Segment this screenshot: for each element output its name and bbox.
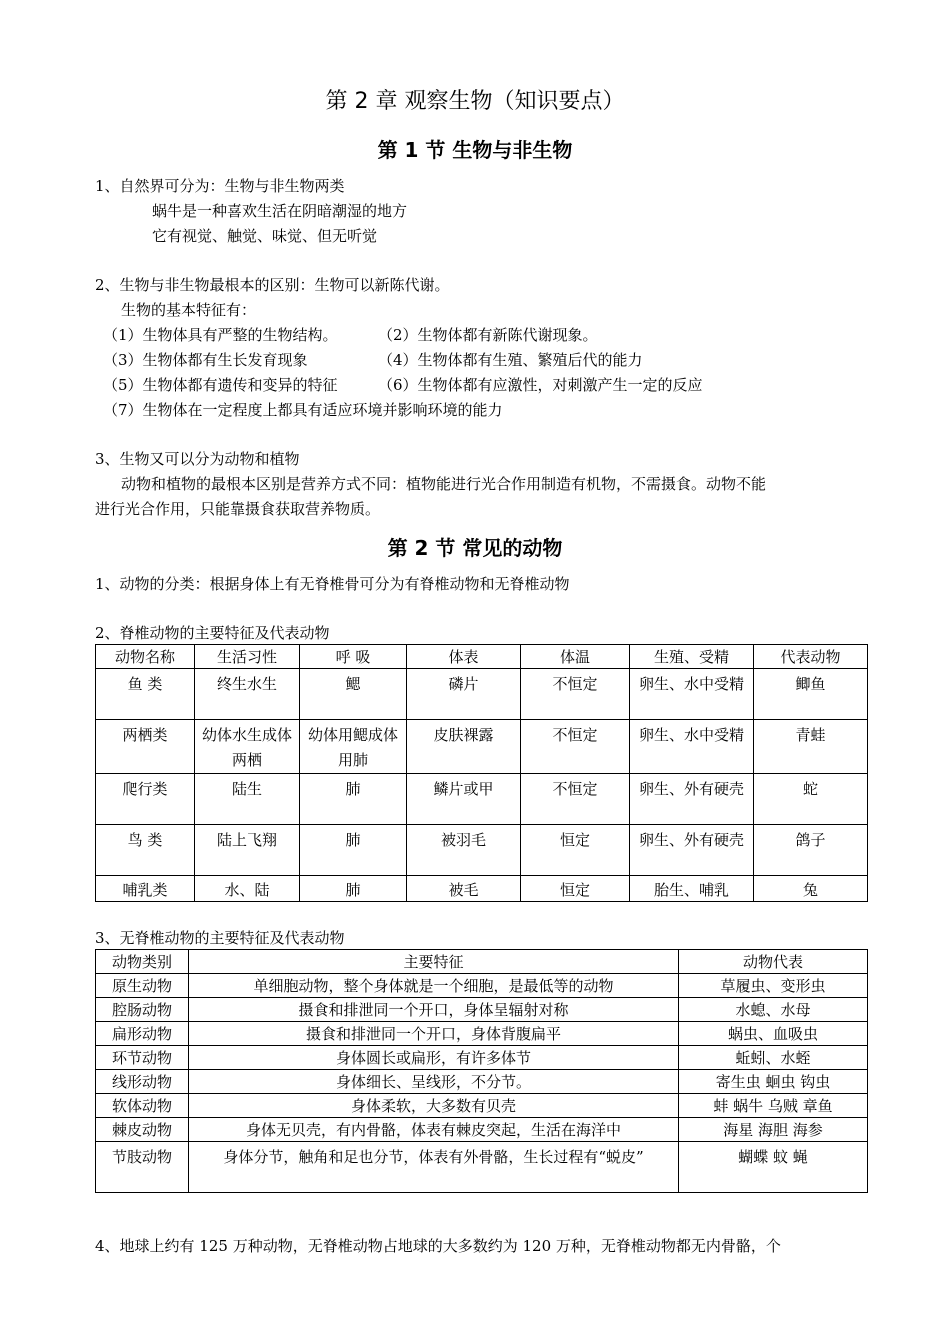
invertebrate-table <box>95 949 868 1193</box>
table-row <box>96 974 868 998</box>
feature-item: （1）生物体具有严整的生物结构。 <box>103 326 338 344</box>
table-row <box>96 669 868 720</box>
feature-item: （3）生物体都有生长发育现象 <box>103 351 308 369</box>
paragraph-line: 3、生物又可以分为动物和植物 <box>95 450 300 468</box>
table-row <box>96 774 868 825</box>
table-row <box>96 720 868 774</box>
table-cell: 磷片 <box>407 669 521 720</box>
table-cell: 肺 <box>300 774 407 825</box>
table-row <box>96 998 868 1022</box>
table-row <box>96 825 868 876</box>
table-cell: 草履虫、变形虫 <box>679 974 868 998</box>
table-header-row <box>96 950 868 974</box>
paragraph-line: 它有视觉、触觉、味觉、但无听觉 <box>152 227 378 245</box>
header-cell: 动物类别 <box>96 950 189 974</box>
table-row <box>96 1022 868 1046</box>
table-cell: 哺乳类 <box>96 876 195 902</box>
table-cell: 线形动物 <box>96 1070 189 1094</box>
paragraph-line: 4、地球上约有 125 万种动物，无脊椎动物占地球的大多数约为 120 万种，无脊椎动物都无内骨骼，个 <box>95 1237 781 1255</box>
table-cell: 恒定 <box>521 876 630 902</box>
table-cell: 摄食和排泄同一个开口，身体呈辐射对称 <box>189 998 679 1022</box>
chapter-title: 第 2 章 观察生物（知识要点） <box>325 89 625 114</box>
table-cell: 青蛙 <box>754 720 868 774</box>
table-cell: 卵生、外有硬壳 <box>630 774 754 825</box>
table-cell: 爬行类 <box>96 774 195 825</box>
table-caption: 2、脊椎动物的主要特征及代表动物 <box>95 624 330 642</box>
table-cell: 原生动物 <box>96 974 189 998</box>
table-cell: 身体无贝壳，有内骨骼，体表有棘皮突起，生活在海洋中 <box>189 1118 679 1142</box>
table-cell: 鸟 类 <box>96 825 195 876</box>
table-cell: 环节动物 <box>96 1046 189 1070</box>
section-1-title: 第 1 节 生物与非生物 <box>377 138 573 162</box>
table-cell: 身体圆长或扁形，有许多体节 <box>189 1046 679 1070</box>
table-caption: 3、无脊椎动物的主要特征及代表动物 <box>95 929 345 947</box>
table-cell: 胎生、哺乳 <box>630 876 754 902</box>
table-cell: 幼体水生成体两栖 <box>195 720 300 774</box>
header-cell: 生活习性 <box>195 645 300 669</box>
header-cell: 呼 吸 <box>300 645 407 669</box>
table-cell: 卵生、水中受精 <box>630 669 754 720</box>
header-cell: 主要特征 <box>189 950 679 974</box>
table-cell: 蝴蝶 蚊 蝇 <box>679 1142 868 1193</box>
table-cell: 被毛 <box>407 876 521 902</box>
table-row <box>96 1094 868 1118</box>
table-cell: 鲫鱼 <box>754 669 868 720</box>
section-2-title: 第 2 节 常见的动物 <box>387 536 563 560</box>
feature-item: （7）生物体在一定程度上都具有适应环境并影响环境的能力 <box>103 401 503 419</box>
table-cell: 扁形动物 <box>96 1022 189 1046</box>
table-cell: 水、陆 <box>195 876 300 902</box>
feature-item: （4）生物体都有生殖、繁殖后代的能力 <box>378 351 643 369</box>
table-cell: 软体动物 <box>96 1094 189 1118</box>
table-cell: 蚯蚓、水蛭 <box>679 1046 868 1070</box>
table-row <box>96 876 868 902</box>
table-cell: 鸽子 <box>754 825 868 876</box>
table-cell: 卵生、水中受精 <box>630 720 754 774</box>
table-cell: 身体分节，触角和足也分节，体表有外骨骼，生长过程有“蜕皮” <box>189 1142 679 1193</box>
table-cell: 鱼 类 <box>96 669 195 720</box>
table-header-row <box>96 645 868 669</box>
table-cell: 幼体用鳃成体用肺 <box>300 720 407 774</box>
table-cell: 肺 <box>300 825 407 876</box>
vertebrate-table <box>95 644 868 902</box>
table-row <box>96 1142 868 1193</box>
table-cell: 寄生虫 蛔虫 钩虫 <box>679 1070 868 1094</box>
table-cell: 海星 海胆 海参 <box>679 1118 868 1142</box>
table-cell: 不恒定 <box>521 720 630 774</box>
table-cell: 恒定 <box>521 825 630 876</box>
table-cell: 腔肠动物 <box>96 998 189 1022</box>
table-row <box>96 1118 868 1142</box>
paragraph-line: 生物的基本特征有： <box>121 301 257 319</box>
table-cell: 水螅、水母 <box>679 998 868 1022</box>
header-cell: 动物代表 <box>679 950 868 974</box>
paragraph-line: 进行光合作用，只能靠摄食获取营养物质。 <box>95 500 381 518</box>
paragraph-line: 蜗牛是一种喜欢生活在阴暗潮湿的地方 <box>152 202 408 220</box>
table-cell: 不恒定 <box>521 774 630 825</box>
table-cell: 摄食和排泄同一个开口，身体背腹扁平 <box>189 1022 679 1046</box>
table-cell: 单细胞动物，整个身体就是一个细胞，是最低等的动物 <box>189 974 679 998</box>
table-cell: 身体细长、呈线形，不分节。 <box>189 1070 679 1094</box>
table-cell: 兔 <box>754 876 868 902</box>
table-cell: 蜗虫、血吸虫 <box>679 1022 868 1046</box>
table-cell: 身体柔软，大多数有贝壳 <box>189 1094 679 1118</box>
table-cell: 陆上飞翔 <box>195 825 300 876</box>
table-cell: 皮肤裸露 <box>407 720 521 774</box>
table-cell: 被羽毛 <box>407 825 521 876</box>
header-cell: 动物名称 <box>96 645 195 669</box>
table-row <box>96 1070 868 1094</box>
header-cell: 生殖、受精 <box>630 645 754 669</box>
feature-item: （6）生物体都有应激性，对刺激产生一定的反应 <box>378 376 703 394</box>
paragraph-line: 2、生物与非生物最根本的区别：生物可以新陈代谢。 <box>95 276 450 294</box>
table-cell: 卵生、外有硬壳 <box>630 825 754 876</box>
paragraph-line: 1、自然界可分为：生物与非生物两类 <box>95 177 345 195</box>
table-cell: 终生水生 <box>195 669 300 720</box>
table-cell: 蛇 <box>754 774 868 825</box>
header-cell: 体温 <box>521 645 630 669</box>
paragraph-line: 1、动物的分类：根据身体上有无脊椎骨可分为有脊椎动物和无脊椎动物 <box>95 575 570 593</box>
table-cell: 节肢动物 <box>96 1142 189 1193</box>
table-cell: 鳞片或甲 <box>407 774 521 825</box>
table-cell: 陆生 <box>195 774 300 825</box>
feature-item: （5）生物体都有遗传和变异的特征 <box>103 376 338 394</box>
header-cell: 代表动物 <box>754 645 868 669</box>
table-cell: 两栖类 <box>96 720 195 774</box>
table-row <box>96 1046 868 1070</box>
paragraph-line: 动物和植物的最根本区别是营养方式不同：植物能进行光合作用制造有机物，不需摄食。动物不能 <box>121 475 767 493</box>
header-cell: 体表 <box>407 645 521 669</box>
table-cell: 鳃 <box>300 669 407 720</box>
table-cell: 棘皮动物 <box>96 1118 189 1142</box>
table-cell: 不恒定 <box>521 669 630 720</box>
feature-item: （2）生物体都有新陈代谢现象。 <box>378 326 598 344</box>
table-cell: 蚌 蜗牛 乌贼 章鱼 <box>679 1094 868 1118</box>
table-cell: 肺 <box>300 876 407 902</box>
